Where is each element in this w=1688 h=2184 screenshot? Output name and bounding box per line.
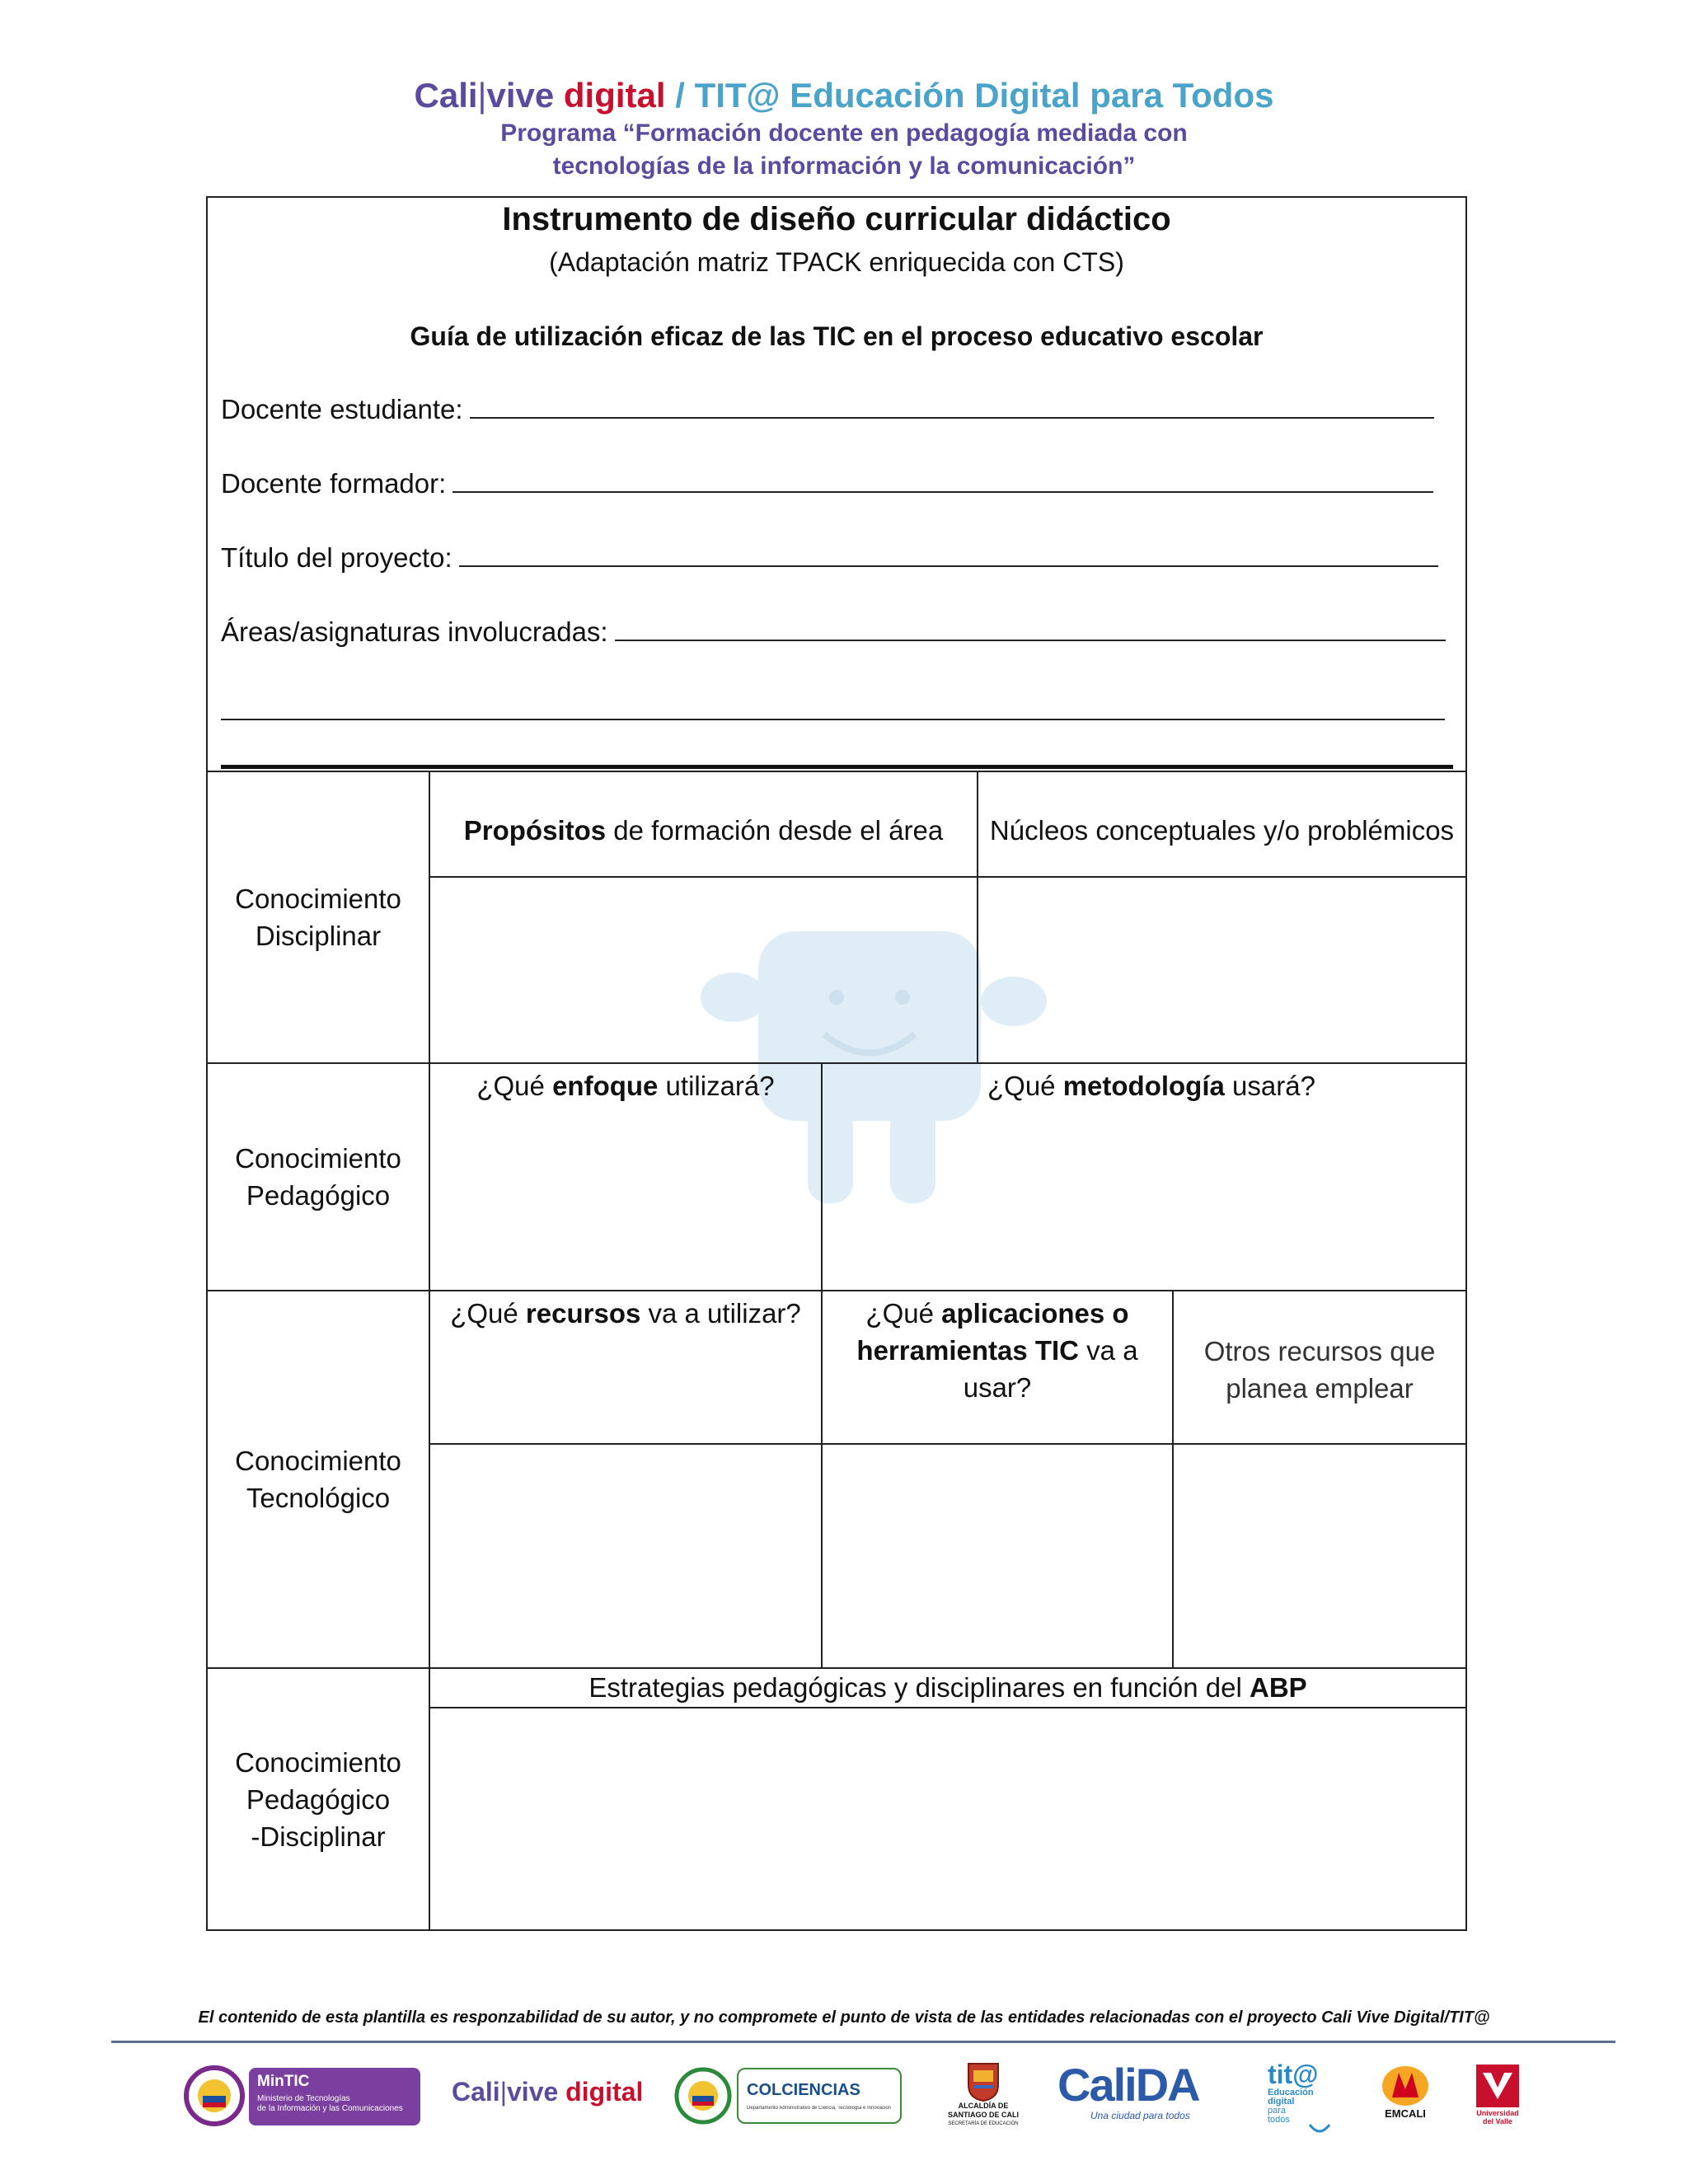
cvd-vive: vive (507, 2077, 559, 2107)
document-subtitle: (Adaptación matriz TPACK enriquecida con CTS) (549, 247, 1124, 277)
nucleos-text: Núcleos conceptuales y/o problémicos (989, 815, 1455, 846)
emcali-name: EMCALI (1385, 2107, 1426, 2120)
header-cali: Cali (414, 76, 478, 115)
cvd-cali: Cali (452, 2077, 500, 2107)
enfoque-text (430, 1067, 821, 1104)
propositos-bold: Propósitos (463, 815, 607, 846)
univalle-shield-icon (1475, 2063, 1521, 2109)
alcaldia-text (930, 2102, 1037, 2129)
alcaldia-l3: SECRETARÍA DE EDUCACIÓN (948, 2121, 1019, 2126)
field-label: Título del proyecto: (221, 542, 452, 573)
header-propositos (429, 771, 978, 878)
header-otros-recursos (1172, 1290, 1467, 1445)
calida-name: CaliDA (1057, 2059, 1199, 2111)
input-aplicaciones[interactable] (821, 1443, 1174, 1669)
propositos-text (430, 812, 977, 849)
otros-text (1174, 1333, 1465, 1407)
field-label: Áreas/asignaturas involucradas: (221, 616, 608, 647)
label-line: Conocimiento (235, 883, 401, 914)
header-vive: vive (486, 76, 555, 115)
enfoque-pre: ¿Qué (476, 1071, 553, 1101)
field-underline[interactable] (615, 616, 1446, 641)
label-line: Pedagógico (246, 1783, 391, 1815)
aplicaciones-pre: ¿Qué (865, 1298, 942, 1329)
colciencias-logo (674, 2064, 905, 2127)
label-line: Conocimiento (235, 1446, 401, 1476)
input-otros-recursos[interactable] (1172, 1443, 1467, 1669)
colciencias-sub: Departamento Administrativo de Ciencia, Tecnología e Innovación (747, 2106, 891, 2111)
estrategias-text (430, 1669, 1465, 1706)
tita-logo (1268, 2060, 1334, 2139)
footer-disclaimer: El contenido de esta plantilla es responzabilidad de su autor, y no compromete el punto de vista de las entidades relacionadas con el proyecto Cali Vive Digital/TIT@ (198, 2008, 1490, 2027)
tita-name: tit@ (1268, 2060, 1319, 2089)
header-nucleos (977, 771, 1467, 878)
calida-sub: Una ciudad para todos (1090, 2110, 1190, 2121)
smile-icon (1307, 2121, 1332, 2136)
aplicaciones-post: va a usar? (963, 1335, 1138, 1403)
row-label-disciplinar (206, 771, 430, 1064)
calida-logo (1057, 2060, 1222, 2126)
header-bar: | (477, 76, 487, 115)
label-line: Disciplinar (255, 921, 382, 951)
header-recursos (429, 1290, 823, 1445)
header-estrategias (429, 1667, 1467, 1708)
field-docente-formador[interactable] (221, 468, 1433, 499)
tita-sub4: todos (1268, 2115, 1290, 2125)
field-label: Docente formador: (221, 468, 447, 499)
shield-icon (967, 2062, 1000, 2102)
cvd-digital: digital (565, 2077, 644, 2107)
univalle-text (1469, 2109, 1526, 2125)
alcaldia-logo (930, 2062, 1037, 2136)
emcali-flame-icon (1381, 2064, 1430, 2107)
field-underline[interactable] (459, 542, 1438, 567)
propositos-rest: de formación desde el área (606, 815, 944, 846)
otros-line1: Otros recursos que (1203, 1336, 1436, 1366)
field-underline[interactable] (470, 394, 1434, 419)
input-nucleos[interactable] (977, 876, 1467, 1064)
aplicaciones-bold1: aplicaciones o (941, 1298, 1129, 1329)
alcaldia-l2: SANTIAGO DE CALI (947, 2111, 1019, 2119)
enfoque-post: utilizará? (658, 1071, 775, 1101)
alcaldia-l1: ALCALDÍA DE (958, 2102, 1009, 2110)
colombia-seal-icon (674, 2067, 732, 2125)
mintic-box (249, 2068, 420, 2125)
tita-sub2: digital (1268, 2097, 1295, 2107)
document-title: Instrumento de diseño curricular didáctico (502, 201, 1171, 237)
aplicaciones-bold2: herramientas TIC (856, 1335, 1080, 1366)
recursos-pre: ¿Qué (450, 1298, 526, 1329)
recursos-post: va a utilizar? (640, 1298, 801, 1329)
metodologia-bold: metodología (1062, 1071, 1225, 1101)
field-label: Docente estudiante: (221, 394, 463, 424)
cali-vive-digital-logo: Cali|vive digital (452, 2077, 644, 2107)
mintic-sub2: de la Información y las Comunicaciones (257, 2104, 403, 2113)
estrategias-bold: ABP (1249, 1672, 1307, 1703)
mintic-sub1: Ministerio de Tecnologías (257, 2094, 350, 2103)
footer-divider (111, 2041, 1615, 2043)
input-propositos[interactable] (429, 876, 978, 1064)
univalle-l2: del Valle (1482, 2117, 1513, 2125)
metodologia-pre: ¿Qué (987, 1071, 1063, 1101)
colombia-seal-icon (183, 2064, 246, 2127)
header-tita: / TIT@ Educación Digital para Todos (675, 76, 1274, 115)
header-aplicaciones (821, 1290, 1174, 1445)
recursos-bold: recursos (525, 1298, 641, 1329)
aplicaciones-text (823, 1295, 1172, 1406)
row-label-tecnologico (206, 1290, 430, 1669)
metodologia-text (987, 1067, 1315, 1104)
label-line: -Disciplinar (251, 1821, 386, 1852)
field-areas[interactable] (221, 616, 1446, 648)
tita-sub3: para (1268, 2106, 1287, 2116)
emcali-logo (1376, 2064, 1434, 2130)
mintic-sub (257, 2094, 403, 2114)
recursos-text (430, 1295, 821, 1332)
colciencias-name: COLCIENCIAS (747, 2081, 860, 2099)
enfoque-bold: enfoque (552, 1071, 659, 1101)
row-label-pedagogico-disciplinar (206, 1667, 430, 1931)
field-docente-estudiante[interactable] (221, 394, 1434, 425)
header-program (0, 117, 1688, 183)
label-line: Tecnológico (246, 1483, 391, 1513)
field-titulo-proyecto[interactable] (221, 542, 1438, 574)
input-recursos[interactable] (429, 1443, 823, 1669)
separator-line (221, 765, 1453, 769)
univalle-logo (1469, 2063, 1526, 2137)
header-program-line1: Programa “Formación docente en pedagogía mediada con (500, 120, 1188, 147)
blank-line[interactable] (221, 719, 1445, 720)
otros-line2: planea emplear (1226, 1373, 1414, 1404)
tita-sub1: Educación (1268, 2088, 1314, 2097)
cell-metodologia[interactable] (821, 1062, 1467, 1291)
header-digital: digital (563, 76, 666, 115)
cell-enfoque[interactable] (429, 1062, 823, 1291)
label-line: Conocimiento (235, 1746, 401, 1778)
label-line: Conocimiento (235, 1143, 401, 1174)
input-estrategias[interactable] (429, 1707, 1467, 1931)
field-underline[interactable] (452, 468, 1433, 493)
univalle-l1: Universidad (1476, 2109, 1519, 2117)
tita-sub (1268, 2088, 1334, 2125)
row-label-pedagogico (206, 1062, 430, 1291)
mintic-logo (183, 2064, 420, 2127)
label-line: Pedagógico (246, 1180, 391, 1211)
document-guide: Guía de utilización eficaz de las TIC en el proceso educativo escolar (410, 321, 1264, 351)
header-title (0, 76, 1688, 115)
estrategias-pre: Estrategias pedagógicas y disciplinares en función del (588, 1672, 1250, 1703)
metodologia-post: usará? (1224, 1071, 1315, 1101)
header-program-line2: tecnologías de la información y la comunicación” (552, 152, 1136, 180)
mintic-name: MinTIC (257, 2073, 310, 2090)
colciencias-box (737, 2068, 902, 2124)
